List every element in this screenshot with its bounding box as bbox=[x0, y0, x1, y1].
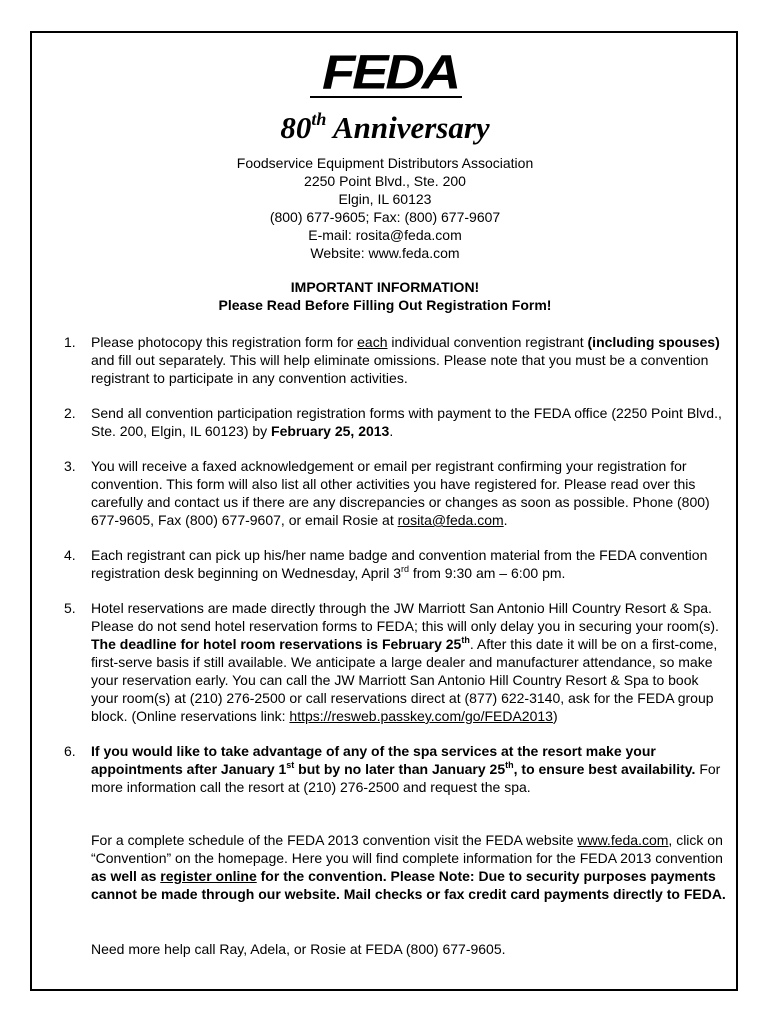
emphasis-spouses: (including spouses) bbox=[587, 334, 720, 350]
paragraph-text: , click on “Convention” on the homepage. Here you will find complete information for the FEDA 2013 convention bbox=[91, 832, 723, 866]
website-link[interactable]: www.feda.com bbox=[577, 832, 669, 848]
deadline-date: February 25, 2013 bbox=[271, 423, 390, 439]
item-text: Each registrant can pick up his/her name badge and convention material from the FEDA convention registration desk beginning on Wednesday, April 3 bbox=[91, 547, 708, 581]
payment-notice-text: as well as bbox=[91, 868, 161, 884]
schedule-paragraph bbox=[91, 831, 731, 903]
hotel-deadline-text: The deadline for hotel room reservations is February 25 bbox=[91, 636, 462, 652]
item-text: from 9:30 am – 6:00 pm. bbox=[409, 565, 566, 581]
item-number: 3. bbox=[64, 458, 76, 474]
organization-name: Foodservice Equipment Distributors Association bbox=[236, 155, 534, 171]
item-text: You will receive a faxed acknowledgement or email per registrant confirming your registration for convention. This form will also list all other activities you have registered for. Please read over this carefully and contact us if there are any discrepancies or changes as soon as possible. Phone (800) 677-9605, Fax (800) 677-9607, or email Rosie at bbox=[91, 458, 710, 528]
item-number: 2. bbox=[64, 405, 76, 421]
list-item-5 bbox=[64, 599, 724, 725]
address-line-2: Elgin, IL 60123 bbox=[338, 191, 432, 207]
email-link[interactable]: rosita@feda.com bbox=[397, 512, 504, 528]
item-text: . bbox=[389, 423, 394, 439]
spa-notice-text: but by no later than January 25 bbox=[294, 761, 506, 777]
payment-notice-text: for the convention. Please Note: Due to security purposes payments cannot be made through our website. Mail checks or fax credit card payments directly to FEDA. bbox=[91, 868, 726, 902]
register-online-link[interactable]: register online bbox=[160, 868, 257, 884]
item-number: 1. bbox=[64, 334, 76, 350]
list-item-1 bbox=[64, 333, 724, 387]
item-text: . After this date it will be on a first-come, first-serve basis if still available. We anticipate a large dealer and manufacturer attendance, so make your reservation early. You can call the JW Marriott San Antonio Hill Country Resort & Spa to book your room(s) at (210) 276-2500 or call reservations direct at (877) 622-3140, ask for the FEDA group block. (Online reservations link: bbox=[91, 636, 718, 724]
emphasis-each: each bbox=[357, 334, 388, 350]
item-text: ) bbox=[552, 708, 558, 724]
important-notice bbox=[0, 278, 770, 314]
email-line: E-mail: rosita@feda.com bbox=[308, 227, 462, 243]
logo-lettering: FEDA bbox=[321, 50, 459, 99]
ordinal-suffix: th bbox=[505, 760, 514, 770]
feda-logo bbox=[306, 50, 464, 100]
item-number: 5. bbox=[64, 600, 76, 616]
item-text: Hotel reservations are made directly through the JW Marriott San Antonio Hill Country Resort & Spa. Please do not send hotel reservation forms to FEDA; this will only delay you in securing your room(s). bbox=[91, 600, 719, 634]
paragraph-text: For a complete schedule of the FEDA 2013 convention visit the FEDA website bbox=[91, 832, 578, 848]
ordinal-suffix: th bbox=[461, 635, 470, 645]
anniversary-title bbox=[0, 106, 770, 154]
anniversary-suffix: th bbox=[311, 109, 327, 129]
list-item-2 bbox=[64, 404, 724, 440]
address-line-1: 2250 Point Blvd., Ste. 200 bbox=[304, 173, 466, 189]
anniversary-word: Anniversary bbox=[332, 110, 490, 145]
website-line: Website: www.feda.com bbox=[310, 245, 460, 261]
instructions-list bbox=[64, 333, 724, 796]
hotel-deadline bbox=[91, 636, 470, 652]
ordinal-suffix: rd bbox=[401, 564, 410, 574]
item-number: 4. bbox=[64, 547, 76, 563]
anniversary-number: 80 bbox=[280, 110, 312, 145]
item-text: and fill out separately. This will help eliminate omissions. Please note that you must be a convention registrant to participate in any convention activities. bbox=[91, 352, 709, 386]
item-number: 6. bbox=[64, 743, 76, 759]
spa-notice-text: If you would like to take advantage of any of the spa services at the resort make your appointments after January 1 bbox=[91, 743, 656, 777]
spa-notice bbox=[91, 743, 695, 777]
item-text: Send all convention participation registration forms with payment to the FEDA office (2250 Point Blvd., Ste. 200, Elgin, IL 60123) by bbox=[91, 405, 722, 439]
list-item-6 bbox=[64, 742, 724, 796]
item-text: For more information call the resort at (210) 276-2500 and request the spa. bbox=[91, 761, 721, 795]
item-text: . bbox=[503, 512, 508, 528]
feda-logo-graphic bbox=[306, 50, 464, 100]
list-item-4 bbox=[64, 546, 724, 582]
list-item-3 bbox=[64, 457, 724, 529]
notice-title: IMPORTANT INFORMATION! bbox=[290, 279, 480, 295]
ordinal-suffix: st bbox=[286, 760, 295, 770]
notice-subtitle: Please Read Before Filling Out Registration Form! bbox=[218, 297, 552, 313]
help-line: Need more help call Ray, Adela, or Rosie at FEDA (800) 677-9605. bbox=[91, 941, 506, 957]
item-text: Please photocopy this registration form for bbox=[91, 334, 358, 350]
spa-notice-text: , to ensure best availability. bbox=[513, 761, 696, 777]
payment-notice bbox=[91, 868, 726, 902]
contact-block bbox=[0, 154, 770, 262]
reservations-link[interactable]: https://resweb.passkey.com/go/FEDA2013 bbox=[289, 708, 553, 724]
item-text: individual convention registrant bbox=[387, 334, 588, 350]
phone-fax: (800) 677-9605; Fax: (800) 677-9607 bbox=[269, 209, 501, 225]
